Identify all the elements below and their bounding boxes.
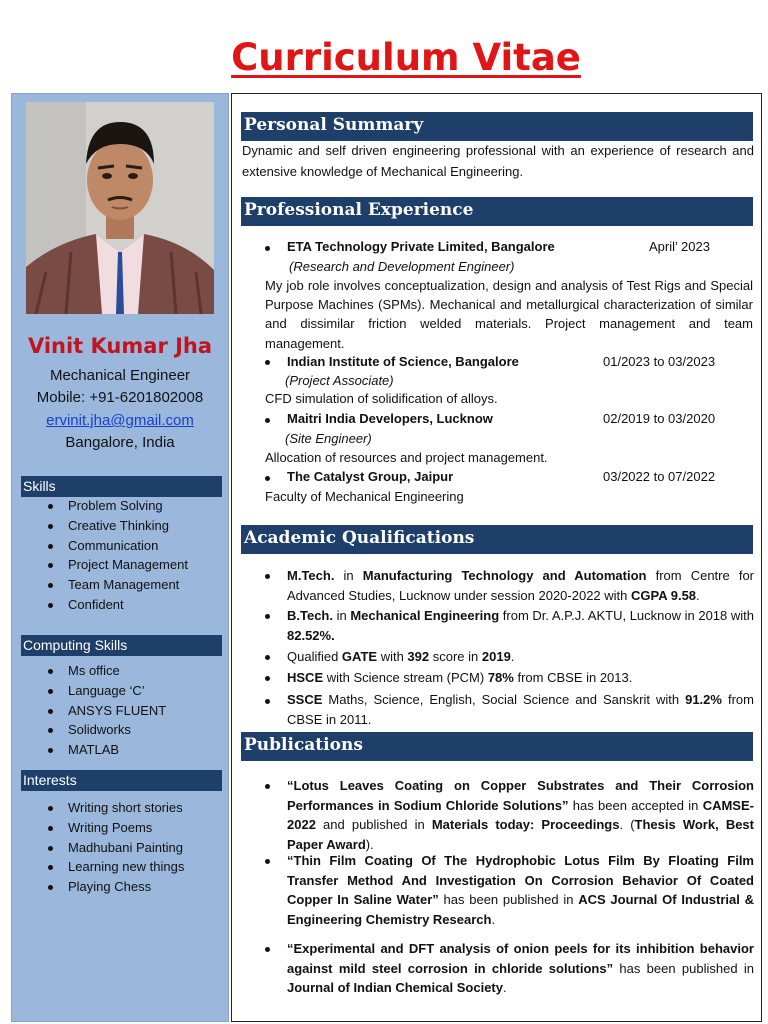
job-company: The Catalyst Group, Jaipur xyxy=(287,469,454,484)
bullet-icon xyxy=(265,574,270,579)
bullet-icon xyxy=(265,418,270,423)
summary-heading: Personal Summary xyxy=(241,112,753,141)
job-company: Indian Institute of Science, Bangalore xyxy=(287,354,519,369)
academic-mtech: M.Tech. in Manufacturing Technology and Automation from Centre for Advanced Studies, Lucknow under session 2020-2022 with CGPA 9.58. xyxy=(287,568,754,603)
list-item: Project Management xyxy=(42,557,227,577)
email-link[interactable]: ervinit.jha@gmail.com xyxy=(46,412,194,429)
bullet-icon xyxy=(265,655,270,660)
job-title: (Site Engineer) xyxy=(285,431,372,446)
academic-hsce: HSCE with Science stream (PCM) 78% from CBSE in 2013. xyxy=(287,670,633,685)
computing-skills-list xyxy=(42,663,227,762)
job-company: Maitri India Developers, Lucknow xyxy=(287,411,493,426)
job-company: ETA Technology Private Limited, Bangalore xyxy=(287,239,555,254)
bullet-icon xyxy=(265,784,270,789)
bullet-icon xyxy=(265,614,270,619)
publication-item: “Experimental and DFT analysis of onion peels for its inhibition behavior against mild steel corrosion in chloride solutions” has been published in Journal of Indian Chemical Society. xyxy=(287,941,754,995)
list-item: Communication xyxy=(42,538,227,558)
person-name: Vinit Kumar Jha xyxy=(27,334,213,358)
list-item: Ms office xyxy=(42,663,227,683)
bullet-icon xyxy=(265,360,270,365)
location-text: Bangalore, India xyxy=(65,434,175,451)
skills-list xyxy=(42,498,227,617)
list-item: Madhubani Painting xyxy=(42,840,227,860)
job-description: Faculty of Mechanical Engineering xyxy=(265,489,464,504)
bullet-icon xyxy=(265,699,270,704)
list-item: Problem Solving xyxy=(42,498,227,518)
list-item: Solidworks xyxy=(42,722,227,742)
bullet-icon xyxy=(265,676,270,681)
list-item: Writing Poems xyxy=(42,820,227,840)
list-item: Creative Thinking xyxy=(42,518,227,538)
experience-heading: Professional Experience xyxy=(241,197,753,226)
summary-text: Dynamic and self driven engineering professional with an experience of research and extensive knowledge of Mechanical Engineering. xyxy=(242,143,754,179)
interests-list xyxy=(42,800,227,899)
list-item: Confident xyxy=(42,597,227,617)
list-item: Language ‘C’ xyxy=(42,683,227,703)
computing-skills-heading: Computing Skills xyxy=(21,635,222,656)
job-title: (Project Associate) xyxy=(285,373,394,388)
list-item: Playing Chess xyxy=(42,879,227,899)
list-item: Writing short stories xyxy=(42,800,227,820)
main-content xyxy=(231,93,762,1022)
profile-photo xyxy=(26,102,214,314)
job-date: 02/2019 to 03/2020 xyxy=(603,411,716,426)
job-date: April’ 2023 xyxy=(649,239,710,254)
academic-gate: Qualified GATE with 392 score in 2019. xyxy=(287,649,515,664)
publications-heading: Publications xyxy=(241,732,753,761)
academic-btech: B.Tech. in Mechanical Engineering from Dr. A.P.J. AKTU, Lucknow in 2018 with 82.52%. xyxy=(287,608,754,643)
academic-ssce: SSCE Maths, Science, English, Social Science and Sanskrit with 91.2% from CBSE in 2011. xyxy=(287,692,754,727)
bullet-icon xyxy=(265,947,270,952)
interests-heading: Interests xyxy=(21,770,222,791)
list-item: ANSYS FLUENT xyxy=(42,703,227,723)
publication-item: “Thin Film Coating Of The Hydrophobic Lotus Film By Floating Film Transfer Method And Investigation On Corrosion Behavior Of Coated Copper In Saline Water” has been published in ACS Journal Of Industrial & Engineering Chemistry Research. xyxy=(287,853,754,927)
document-title: Curriculum Vitae xyxy=(231,36,581,79)
academics-heading: Academic Qualifications xyxy=(241,525,753,554)
portrait-image xyxy=(26,102,214,314)
job-date: 03/2022 to 07/2022 xyxy=(603,469,716,484)
role-text: Mechanical Engineer xyxy=(49,367,191,384)
bullet-icon xyxy=(265,246,270,251)
sidebar xyxy=(11,93,229,1022)
email-row xyxy=(12,412,228,429)
list-item: Team Management xyxy=(42,577,227,597)
list-item: Learning new things xyxy=(42,859,227,879)
job-date: 01/2023 to 03/2023 xyxy=(603,354,716,369)
bullet-icon xyxy=(265,859,270,864)
job-description: CFD simulation of solidification of alloys. xyxy=(265,391,498,406)
publication-item: “Lotus Leaves Coating on Copper Substrates and Their Corrosion Performances in Sodium Chloride Solutions” has been accepted in CAMSE-2022 and published in Materials today: Proceedings. (Thesis Work, Best Paper Award). xyxy=(287,778,754,852)
job-title: (Research and Development Engineer) xyxy=(289,259,515,274)
skills-heading: Skills xyxy=(21,476,222,497)
job-description: Allocation of resources and project management. xyxy=(265,450,548,465)
list-item: MATLAB xyxy=(42,742,227,762)
job-description: My job role involves conceptualization, design and analysis of Test Rigs and Special Purpose Machines (SPMs). Mechanical and metallurgical characterization of similar and dissimilar friction welded materials. Project management and team management. xyxy=(265,278,753,351)
bullet-icon xyxy=(265,476,270,481)
mobile-text: Mobile: +91-6201802008 xyxy=(36,389,204,406)
